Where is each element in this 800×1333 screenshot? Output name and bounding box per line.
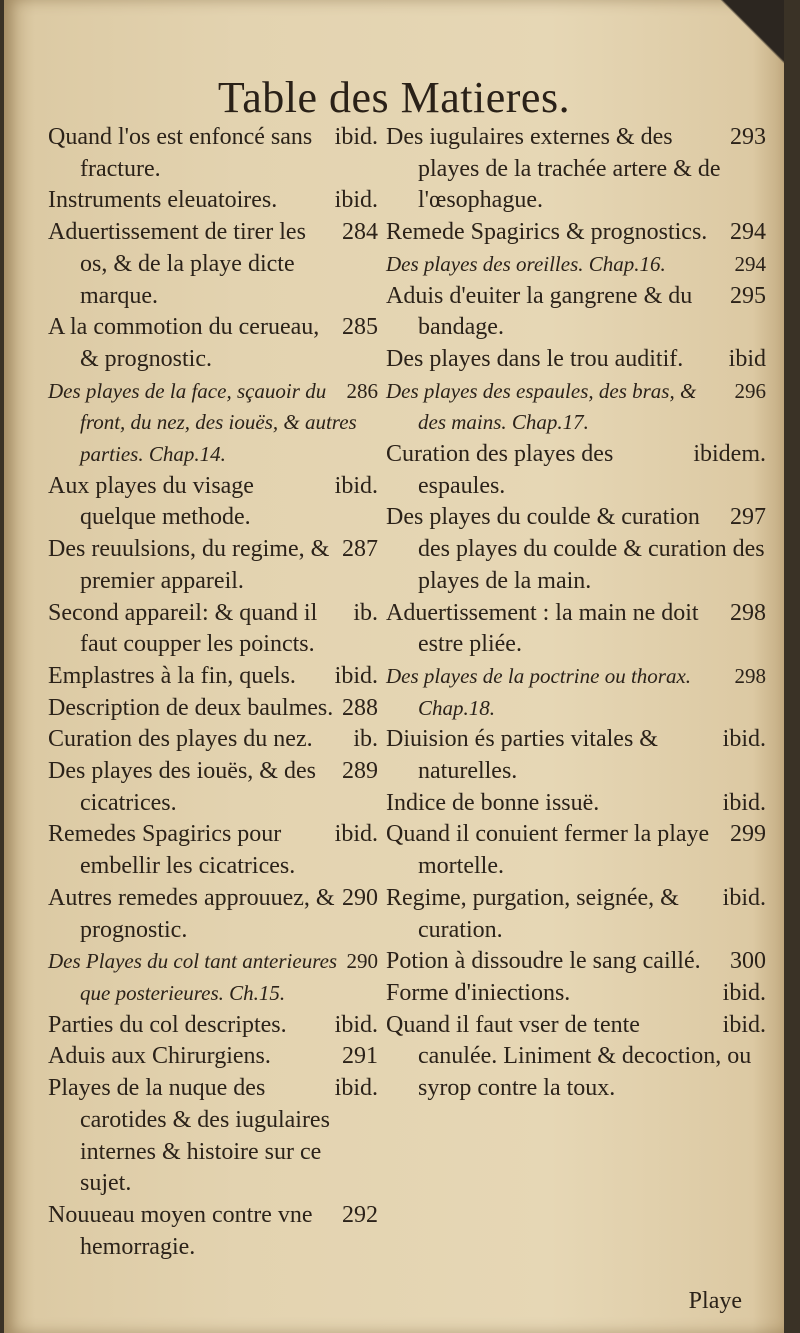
page-number: 291 [342, 1043, 378, 1070]
page-number: 295 [730, 282, 766, 309]
page-number: 293 [730, 124, 766, 150]
page-number: ibid. [334, 1011, 378, 1038]
toc-entry: ibid. Instruments eleuatoires. [48, 185, 378, 217]
catchword: Playe [688, 1288, 742, 1314]
page-number: ibid [728, 345, 766, 372]
toc-entry: 299 Quand il conuient fermer la playe mortelle. [386, 821, 766, 880]
toc-entry: ibid. Remedes Spagirics pour embellir les cicatrices. [48, 821, 378, 880]
toc-entry: ibid. Indice de bonne issuë. [386, 788, 766, 820]
page-number: 299 [730, 821, 766, 848]
toc-entry: 292 Nouueau moyen contre vne hemorragie. [48, 1201, 378, 1260]
toc-entry: ib. Curation des playes du nez. [48, 724, 378, 756]
page-number: 290 [346, 949, 378, 974]
toc-entry: ibid. Aux playes du visage quelque methode. [48, 472, 378, 531]
page-number: ibid. [722, 726, 766, 753]
page-number: ibid. [722, 1011, 766, 1038]
page-number: 284 [342, 219, 378, 246]
page-number: ibid. [334, 187, 378, 214]
toc-entry: ibid. Forme d'iniections. [386, 978, 766, 1010]
right-column [386, 122, 766, 1105]
page-title: Table des Matieres. [217, 73, 571, 122]
chapter-heading: 298 Des playes de la poctrine ou thorax. Chap.18. [386, 661, 766, 724]
page-number: 297 [730, 504, 766, 531]
torn-corner [694, 0, 784, 70]
book-page [4, 0, 784, 1333]
page-number: 298 [734, 663, 766, 688]
page-number: ibid. [722, 789, 766, 816]
toc-entry: 291 Aduis aux Chirurgiens. [48, 1041, 378, 1073]
page-number: 285 [342, 314, 378, 341]
toc-entry: ibid. Quand il faut vser de tente canulée. Liniment & decoction, ou syrop contre la toux. [386, 1011, 766, 1102]
page-number: 290 [342, 884, 378, 911]
page-number: 296 [734, 378, 766, 403]
toc-entry: ibid. Parties du col descriptes. [48, 1010, 378, 1042]
toc-entry: 293 Des iugulaires externes & des playes de la trachée artere & de l'œsophague. [386, 124, 766, 214]
page-number: ib. [353, 726, 378, 753]
page-number: ibidem. [693, 441, 766, 468]
page-number: ib. [353, 599, 378, 626]
toc-entry: ibid. Diuision és parties vitales & naturelles. [386, 726, 766, 785]
toc-entry: ibid. Playes de la nuque des carotides & des iugulaires internes & histoire sur ce sujet. [48, 1075, 378, 1197]
page-number: ibid. [334, 662, 378, 689]
page-number: ibid. [334, 1075, 378, 1102]
page-number: 294 [730, 219, 766, 246]
page-number: 298 [730, 599, 766, 626]
toc-entry: ibid Des playes dans le trou auditif. [386, 344, 766, 376]
toc-entry: 294 Remede Spagirics & prognostics. [386, 217, 766, 249]
toc-entry: 284 Aduertissement de tirer les os, & de la playe dicte marque. [48, 219, 378, 309]
left-column [48, 122, 378, 1263]
toc-entry: 287 Des reuulsions, du regime, & premier appareil. [48, 536, 378, 594]
page-number: 288 [342, 694, 378, 721]
page-number: 292 [342, 1201, 378, 1228]
chapter-heading: 286 Des playes de la face, sçauoir du front, du nez, des iouës, & autres parties. Chap.14. [48, 376, 378, 471]
page-number: 300 [730, 948, 766, 975]
toc-entry: 288 Description de deux baulmes. [48, 693, 378, 725]
page-number: 286 [346, 378, 378, 403]
page-number: ibid. [334, 472, 378, 499]
toc-entry: 290 Autres remedes approuuez, & prognostic. [48, 884, 378, 943]
toc-entry: ibidem. Curation des playes des espaules. [386, 441, 766, 499]
page-number: ibid. [722, 884, 766, 911]
toc-entry: 295 Aduis d'euiter la gangrene & du bandage. [386, 282, 766, 341]
chapter-heading: 296 Des playes des espaules, des bras, & des mains. Chap.17. [386, 376, 766, 439]
page-number: ibid. [334, 124, 378, 150]
toc-entry: 298 Aduertissement : la main ne doit estre pliée. [386, 599, 766, 658]
page-number: ibid. [722, 979, 766, 1006]
toc-entry: 285 A la commotion du cerueau, & prognostic. [48, 314, 378, 372]
chapter-heading: 290 Des Playes du col tant anterieures que posterieures. Ch.15. [48, 946, 378, 1009]
toc-entry: ibid. Regime, purgation, seignée, & curation. [386, 884, 766, 943]
toc-entry: ib. Second appareil: & quand il faut coupper les poincts. [48, 599, 378, 658]
chapter-heading: 294 Des playes des oreilles. Chap.16. [386, 249, 766, 281]
page-number: 287 [342, 536, 378, 563]
toc-entry: 297 Des playes du coulde & curation des playes du coulde & curation des playes de la main. [386, 504, 766, 594]
toc-entry: 289 Des playes des iouës, & des cicatrices. [48, 758, 378, 816]
toc-entry: 300 Potion à dissoudre le sang caillé. [386, 946, 766, 978]
toc-entry: ibid. Quand l'os est enfoncé sans fracture. [48, 124, 378, 182]
page-number: 289 [342, 758, 378, 785]
page-number: 294 [734, 251, 766, 276]
page-number: ibid. [334, 821, 378, 848]
toc-entry: ibid. Emplastres à la fin, quels. [48, 661, 378, 693]
